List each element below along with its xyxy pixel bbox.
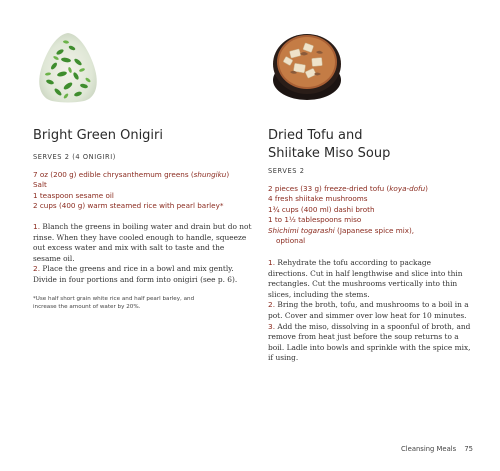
page-footer [401, 445, 473, 453]
onigiri-photo [36, 30, 100, 104]
ingredient-item: optional [276, 236, 306, 246]
ingredient-list-onigiri [33, 170, 258, 212]
serves-miso-soup: SERVES 2 [268, 167, 305, 175]
footer-section-title: Cleansing Meals [401, 445, 457, 453]
method-step: 1. Rehydrate the tofu according to package directions. Cut in half lengthwise and slice into thin rectangles. Cut the mushrooms vertically into thin slices, including the stems. [268, 258, 463, 299]
page-number: 75 [464, 445, 473, 453]
footnote-onigiri: *Use half short grain white rice and half pearl barley, and increase the amount of water by 20%. [33, 296, 195, 310]
method-step: 1. Blanch the greens in boiling water and drain but do not rinse. When they have cooled enough to handle, squeeze out excess water and mix with salt to taste and the sesame oil. [33, 222, 252, 263]
ingredient-item: 2 cups (400 g) warm steamed rice with pearl barley* [33, 201, 224, 211]
method-onigiri [33, 222, 253, 286]
serves-onigiri: SERVES 2 (4 ONIGIRI) [33, 153, 116, 161]
ingredient-item: 1 teaspoon sesame oil [33, 190, 114, 200]
method-step: 3. Add the miso, dissolving in a spoonful of broth, and remove from heat just before the soup returns to a boil. Ladle into bowls and sprinkle with the spice mix, if using. [268, 321, 471, 363]
ingredient-item: 2 pieces (33 g) freeze-dried tofu (koya-dofu) [268, 184, 428, 193]
ingredient-item: Shichimi togarashi (Japanese spice mix), [268, 225, 415, 235]
recipe-title-onigiri: Bright Green Onigiri [33, 128, 163, 143]
ingredient-item: Salt [33, 180, 47, 190]
ingredient-item: 4 fresh shiitake mushrooms [268, 194, 368, 204]
ingredient-item: 1¾ cups (400 ml) dashi broth [268, 204, 375, 214]
ingredient-item: 7 oz (200 g) edible chrysanthemum greens (shungiku) [33, 170, 230, 179]
method-miso-soup [268, 258, 473, 364]
method-step: 2. Place the greens and rice in a bowl and mix gently. Divide in four portions and form into onigiri (see p. 6). [33, 264, 238, 284]
method-step: 2. Bring the broth, tofu, and mushrooms to a boil in a pot. Cover and simmer over low heat for 10 minutes. [268, 300, 469, 320]
miso-soup-photo [270, 28, 344, 102]
recipe-title-miso-soup: Dried Tofu and Shiitake Miso Soup [268, 128, 391, 161]
ingredient-item: 1 to 1½ tablespoons miso [268, 215, 362, 225]
ingredient-list-miso-soup [268, 184, 473, 246]
